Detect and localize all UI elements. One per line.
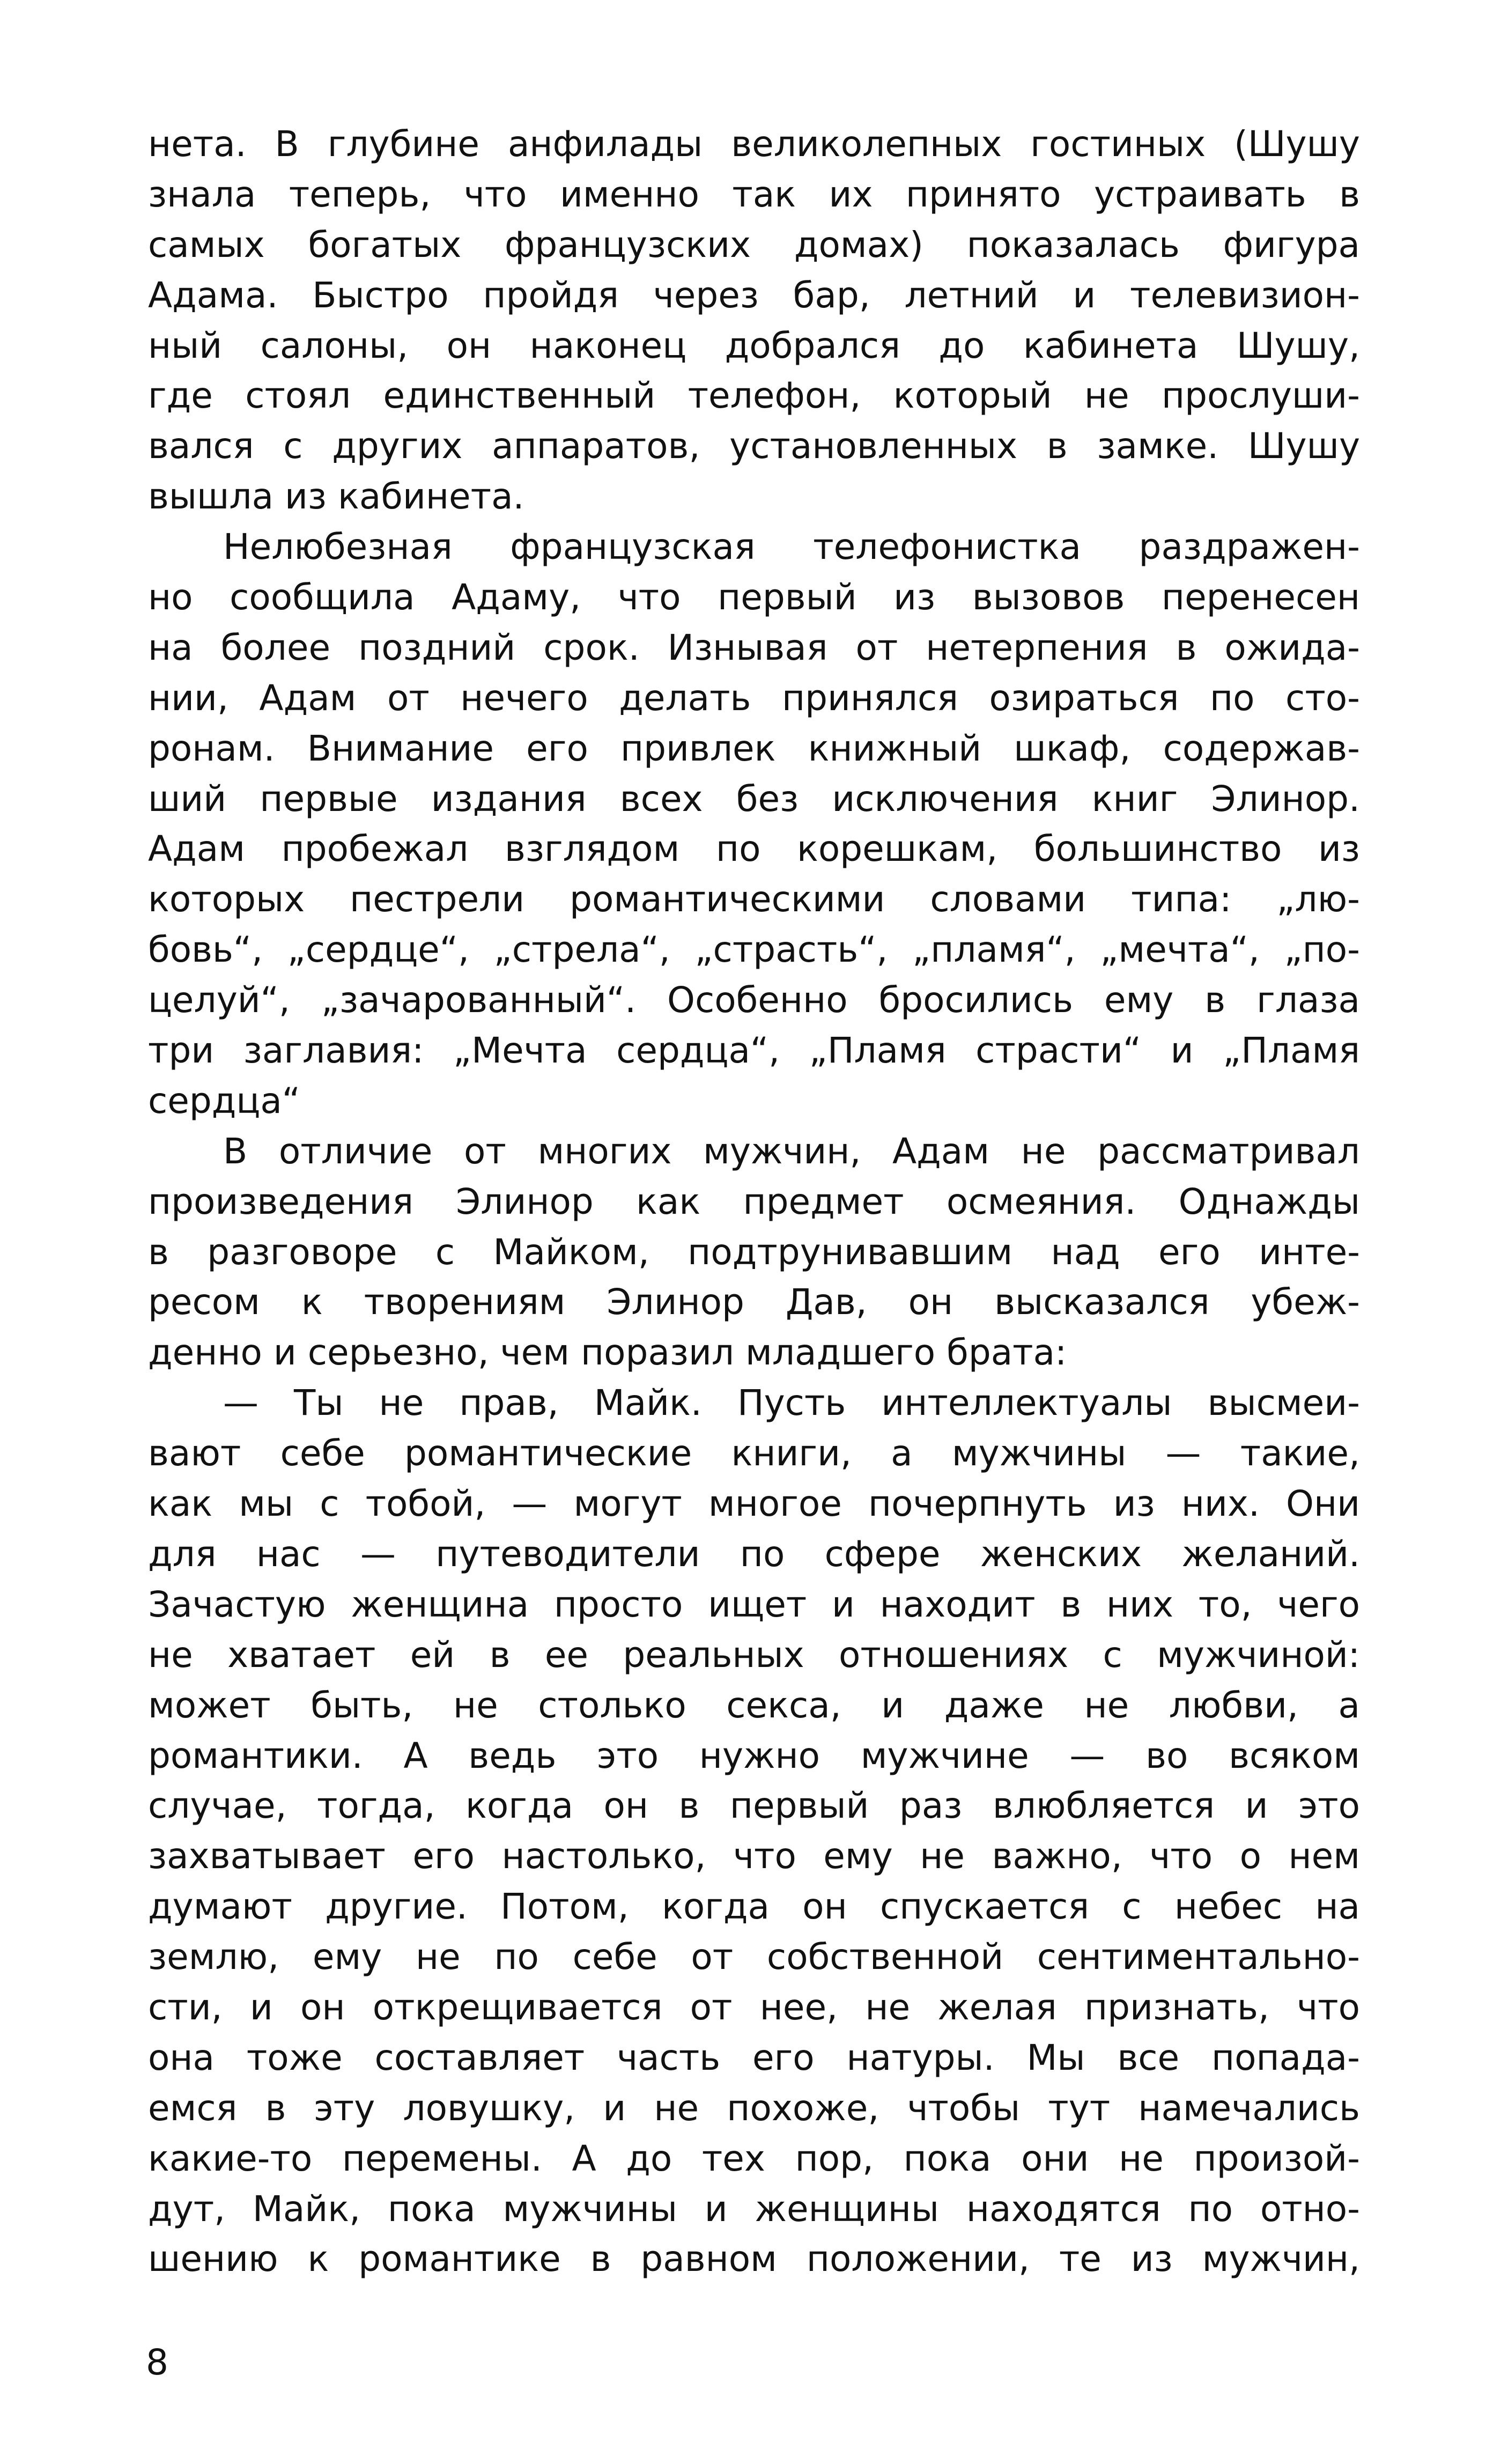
text-line: ресом к творениям Элинор Дав, он высказался убеж- (148, 1281, 1360, 1323)
text-line: где стоял единственный телефон, который не прослуши- (148, 375, 1360, 417)
text-line: землю, ему не по себе от собственной сентиментально- (148, 1936, 1360, 1978)
text-line: — Ты не прав, Майк. Пусть интеллектуалы высмеи- (223, 1382, 1360, 1424)
text-line: в разговоре с Майком, подтрунивавшим над его инте- (148, 1231, 1360, 1273)
text-line: вышла из кабинета. (148, 476, 524, 518)
text-line: шению к романтике в равном положении, те из мужчин, (148, 2238, 1360, 2280)
text-line: она тоже составляет часть его натуры. Мы все попада- (148, 2037, 1360, 2078)
text-line: вался с других аппаратов, установленных в замке. Шушу (148, 425, 1360, 467)
text-line: захватывает его настолько, что ему не важно, что о нем (148, 1835, 1360, 1877)
text-line: какие-то перемены. А до тех пор, пока они не произой- (148, 2137, 1360, 2179)
text-line: денно и серьезно, чем поразил младшего брата: (148, 1332, 1067, 1374)
text-line: сти, и он открещивается от нее, не желая признать, что (148, 1986, 1360, 2028)
text-line: дут, Майк, пока мужчины и женщины находятся по отно- (148, 2188, 1360, 2230)
text-line: емся в эту ловушку, и не похоже, чтобы тут намечались (148, 2087, 1360, 2129)
body-text (148, 119, 1360, 2284)
text-line: может быть, не столько секса, и даже не любви, а (148, 1684, 1360, 1726)
text-line: не хватает ей в ее реальных отношениях с мужчиной: (148, 1634, 1360, 1676)
text-line: Зачастую женщина просто ищет и находит в них то, чего (148, 1583, 1360, 1625)
text-line: на более поздний срок. Изнывая от нетерпения в ожида- (148, 626, 1360, 668)
text-line: произведения Элинор как предмет осмеяния. Однажды (148, 1181, 1360, 1222)
text-line: нии, Адам от нечего делать принялся озираться по сто- (148, 677, 1360, 719)
text-line: знала теперь, что именно так их принято устраивать в (148, 173, 1360, 215)
text-line: В отличие от многих мужчин, Адам не рассматривал (223, 1130, 1360, 1172)
text-line: ронам. Внимание его привлек книжный шкаф, содержав- (148, 727, 1360, 769)
text-line: которых пестрели романтическими словами типа: „лю- (148, 879, 1360, 920)
text-line: как мы с тобой, — могут многое почерпнуть из них. Они (148, 1483, 1360, 1525)
text-line: целуй“, „зачарованный“. Особенно бросились ему в глаза (148, 979, 1360, 1021)
text-line: ший первые издания всех без исключения книг Элинор. (148, 778, 1360, 820)
text-line: сердца“ (148, 1080, 300, 1122)
text-line: но сообщила Адаму, что первый из вызовов перенесен (148, 577, 1360, 618)
page-number: 8 (146, 2342, 168, 2383)
text-line: самых богатых французских домах) показалась фигура (148, 224, 1360, 265)
text-line: для нас — путеводители по сфере женских желаний. (148, 1533, 1360, 1575)
text-line: Адама. Быстро пройдя через бар, летний и телевизион- (148, 274, 1360, 316)
text-line: Нелюбезная французская телефонистка раздражен- (223, 526, 1360, 568)
text-line: ный салоны, он наконец добрался до кабинета Шушу, (148, 324, 1360, 366)
text-line: три заглавия: „Мечта сердца“, „Пламя страсти“ и „Пламя (148, 1030, 1360, 1072)
text-line: Адам пробежал взглядом по корешкам, большинство из (148, 828, 1360, 870)
text-line: бовь“, „сердце“, „стрела“, „страсть“, „пламя“, „мечта“, „по- (148, 929, 1360, 971)
text-line: вают себе романтические книги, а мужчины — такие, (148, 1433, 1360, 1474)
text-line: случае, тогда, когда он в первый раз влюбляется и это (148, 1785, 1360, 1827)
text-line: нета. В глубине анфилады великолепных гостиных (Шушу (148, 123, 1360, 165)
text-line: думают другие. Потом, когда он спускается с небес на (148, 1886, 1360, 1928)
text-line: романтики. А ведь это нужно мужчине — во всяком (148, 1735, 1360, 1776)
